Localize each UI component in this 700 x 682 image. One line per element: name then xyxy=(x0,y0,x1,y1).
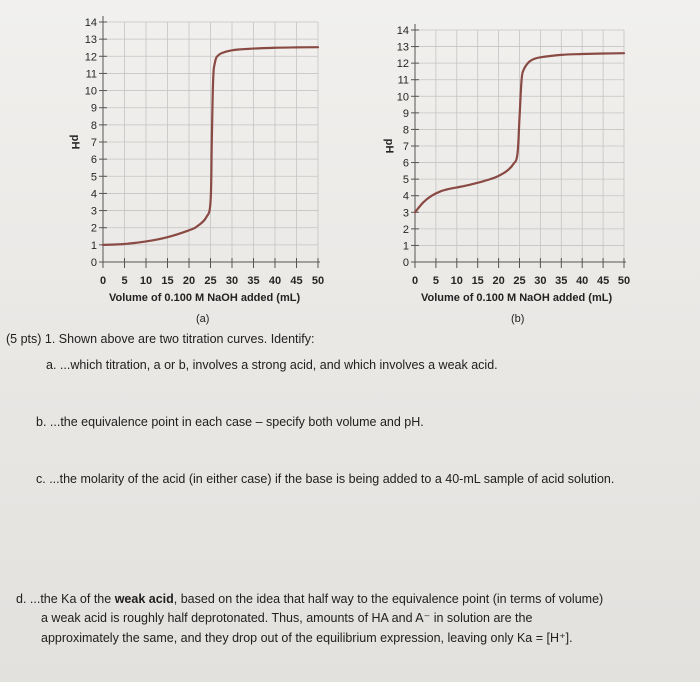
chart-b-xtick-label-45: 45 xyxy=(596,275,610,287)
chart-b-xtick-label-5: 5 xyxy=(432,275,439,287)
chart-a-ytick-label-14: 14 xyxy=(84,17,97,29)
chart-b-ytick-label-14: 14 xyxy=(396,25,409,37)
chart-b-ytick-label-7: 7 xyxy=(402,141,409,153)
chart-a-ytick-label-1: 1 xyxy=(90,239,97,252)
chart-b-xtick-label-40: 40 xyxy=(576,275,589,287)
chart-b-xtick-label-50: 50 xyxy=(617,275,631,287)
chart-b-x-axis-label: Volume of 0.100 M NaOH added (mL) xyxy=(421,292,613,304)
chart-a-ytick-label-0: 0 xyxy=(90,257,97,269)
chart-a-ytick-label-8: 8 xyxy=(90,119,97,132)
chart-a-xtick-label-30: 30 xyxy=(225,275,239,287)
chart-b-xtick-label-30: 30 xyxy=(534,275,547,287)
question-d-bold: weak acid xyxy=(114,592,174,606)
chart-a-y-axis-label: pH xyxy=(69,134,81,150)
chart-a-ytick-label-5: 5 xyxy=(90,171,97,184)
chart-a-xtick-label-40: 40 xyxy=(268,275,282,287)
chart-b-ytick-label-1: 1 xyxy=(402,240,409,253)
chart-b-ytick-label-5: 5 xyxy=(402,174,409,187)
chart-a-xtick-label-10: 10 xyxy=(139,275,153,287)
chart-a-ytick-label-7: 7 xyxy=(90,137,97,149)
chart-b-ytick-label-0: 0 xyxy=(402,257,409,269)
chart-b-xtick-label-25: 25 xyxy=(513,275,526,287)
chart-a-xtick-label-35: 35 xyxy=(247,275,260,287)
chart-a-ytick-label-3: 3 xyxy=(90,205,97,218)
chart-b-xtick-label-0: 0 xyxy=(411,275,419,287)
question-c: c. ...the molarity of the acid (in either case) if the base is being added to a 40-mL sample of acid solution. xyxy=(36,472,615,486)
chart-a-ytick-label-10: 10 xyxy=(84,85,97,98)
titration-chart-b-svg xyxy=(0,0,700,330)
chart-a-x-axis-label: Volume of 0.100 M NaOH added (mL) xyxy=(109,292,301,304)
chart-a-ytick-label-11: 11 xyxy=(85,68,97,81)
chart-a-ytick-label-13: 13 xyxy=(84,34,97,47)
chart-b-xtick-label-10: 10 xyxy=(450,275,463,287)
chart-b-xtick-label-35: 35 xyxy=(555,275,568,287)
chart-a-xtick-label-15: 15 xyxy=(161,275,174,287)
chart-a-caption: (a) xyxy=(196,313,210,325)
chart-b-xtick-label-20: 20 xyxy=(492,275,505,287)
chart-b-ytick-label-10: 10 xyxy=(396,91,409,104)
chart-b-ytick-label-11: 11 xyxy=(397,74,409,87)
chart-a-xtick-label-0: 0 xyxy=(99,275,107,287)
chart-a-xtick-label-45: 45 xyxy=(290,275,303,287)
chart-b-ytick-label-13: 13 xyxy=(396,41,409,54)
chart-a-xtick-label-20: 20 xyxy=(182,275,196,287)
question-d-line1 xyxy=(16,590,603,609)
question-b: b. ...the equivalence point in each case – specify both volume and pH. xyxy=(36,415,424,429)
chart-b-ytick-label-9: 9 xyxy=(402,107,409,120)
chart-b-ytick-label-4: 4 xyxy=(402,190,409,203)
chart-b-ytick-label-3: 3 xyxy=(402,207,409,220)
question-d-line2: a weak acid is roughly half deprotonated. Thus, amounts of HA and A⁻ in solution are the xyxy=(41,611,533,625)
chart-a-ytick-label-9: 9 xyxy=(90,102,97,115)
question-a: a. ...which titration, a or b, involves a strong acid, and which involves a weak acid. xyxy=(46,358,498,372)
question-d-line3: approximately the same, and they drop out of the equilibrium expression, leaving only Ka = [H⁺]. xyxy=(41,631,573,645)
question-d-post: , based on the idea that half way to the equivalence point (in terms of volume) xyxy=(173,592,604,606)
chart-a-xtick-label-5: 5 xyxy=(121,275,128,287)
question-intro: (5 pts) 1. Shown above are two titration curves. Identify: xyxy=(6,332,315,346)
chart-a-ytick-label-12: 12 xyxy=(84,51,97,64)
chart-a-ytick-label-4: 4 xyxy=(90,188,97,201)
chart-a-xtick-label-50: 50 xyxy=(311,275,325,287)
chart-b-ytick-label-6: 6 xyxy=(402,157,409,170)
question-d-pre: d. ...the Ka of the xyxy=(16,592,115,606)
chart-b-ytick-label-12: 12 xyxy=(396,58,409,71)
chart-b-caption: (b) xyxy=(511,313,525,325)
chart-a-ytick-label-2: 2 xyxy=(90,222,97,235)
chart-a-xtick-label-25: 25 xyxy=(204,275,217,287)
chart-a-ytick-label-6: 6 xyxy=(90,154,97,167)
chart-b-ytick-label-2: 2 xyxy=(402,223,409,236)
chart-b-xtick-label-15: 15 xyxy=(471,275,484,287)
titration-chart-b xyxy=(0,0,700,335)
chart-b-ytick-label-8: 8 xyxy=(402,124,409,137)
chart-b-y-axis-label: pH xyxy=(383,138,395,154)
